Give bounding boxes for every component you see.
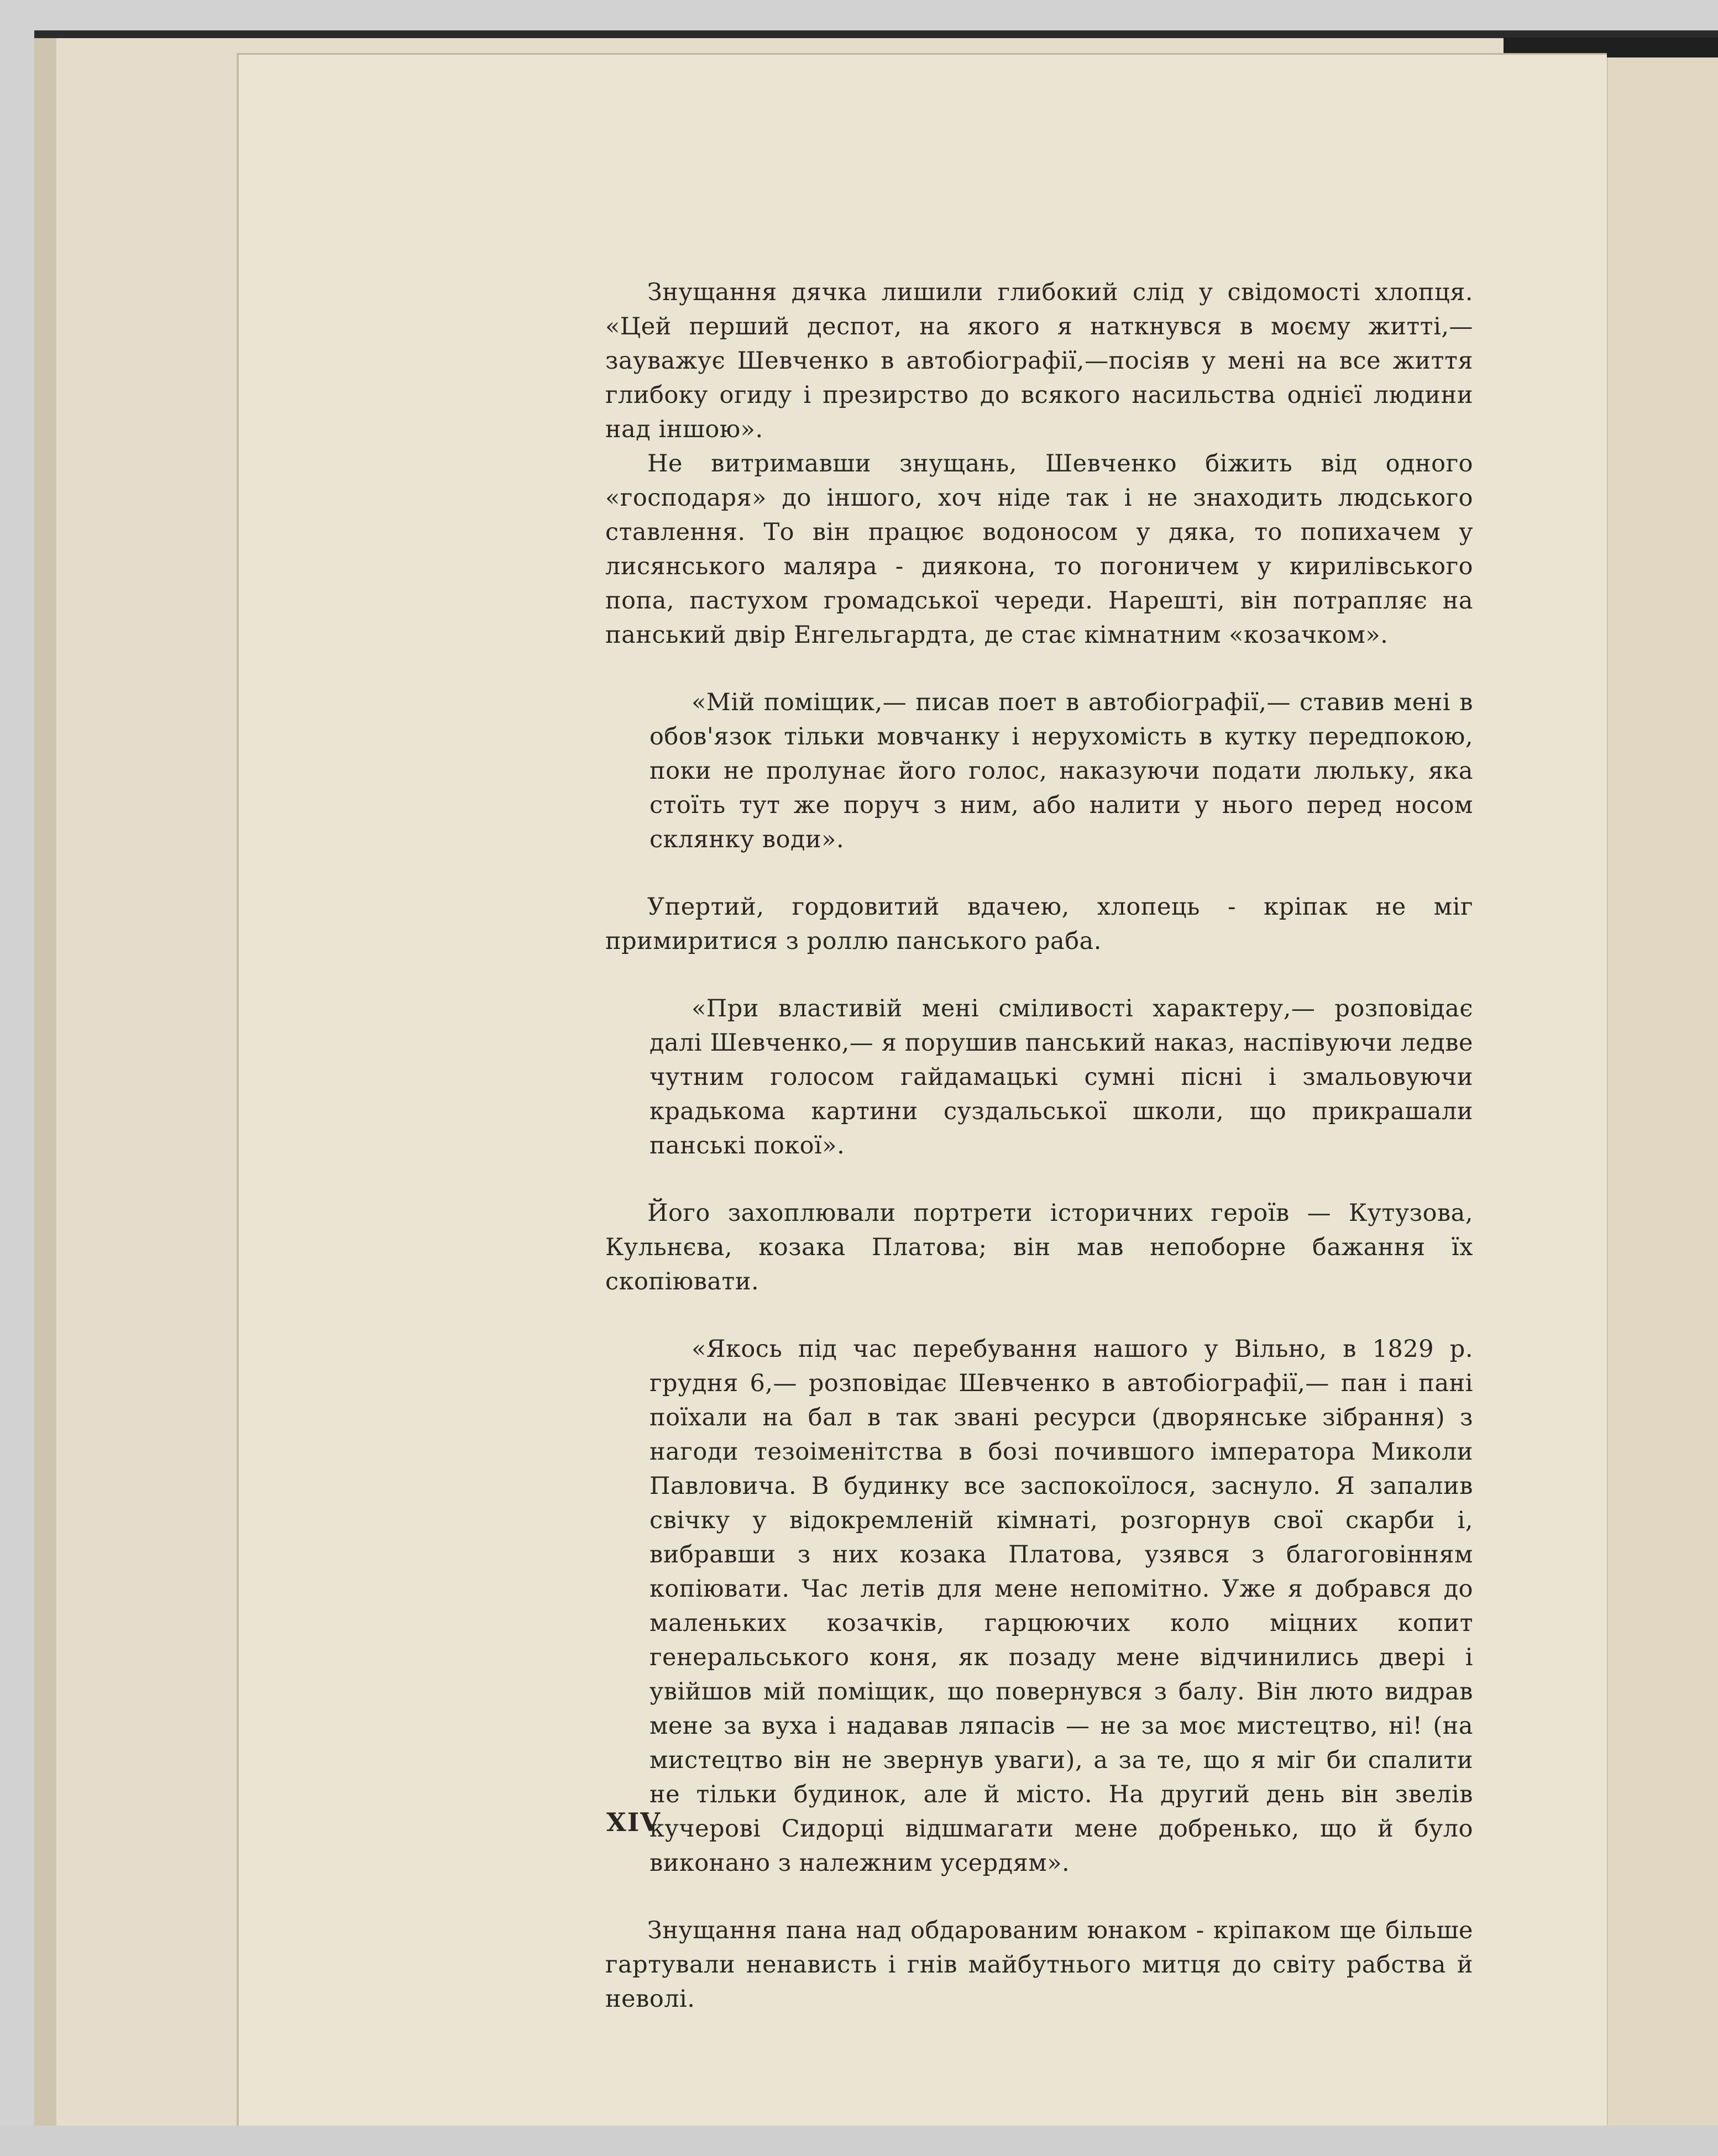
bottom-scan-band [0,2126,1718,2156]
paragraph-3: Упертий, гордовитий вдачею, хлопець - кріпак не міг примиритися з роллю панського раба. [605,893,1473,955]
paragraph-2: Не витримавши знущань, Шевченко біжить від одного «господаря» до іншого, хоч ніде так і не знаходить людського ставлення. То він працює водоносом у дяка, то попихачем у лисянського маляра - диякона, то погоничем у кирилівського попа, пастухом громадської череди. Нарешті, він потрапляє на панський двір Енгельгардта, де стає кімнатним «козачком». [605,450,1473,649]
right-page-edge [1606,38,1718,2126]
quote-2: «При властивій мені сміливості характеру,— розповідає далі Шевченко,— я порушив панський наказ, наспівуючи ледве чутним голосом гайдамацькі сумні пісні і змальовуючи крадькома картини суздальської школи, що прикрашали панські покої». [650,995,1473,1160]
top-dark-band [34,30,1718,38]
page-number: XIV [606,1807,661,1837]
left-margin-strip [34,38,56,2126]
page-text [605,275,1473,2016]
quote-3: «Якось під час перебування нашого у Вільно, в 1829 р. грудня 6,— розповідає Шевченко в автобіографії,— пан і пані поїхали на бал в так звані ресурси (дворянське зібрання) з нагоди тезоіменітства в бозі почившого імператора Миколи Павловича. В будинку все заспокоїлося, заснуло. Я запалив свічку у відокремленій кімнаті, розгорнув свої скарби і, вибравши з них козака Платова, узявся з благоговінням копіювати. Час летів для мене непомітно. Уже я добрався до маленьких козачків, гарцюючих коло міцних копит генеральського коня, як позаду мене відчинились двері і увійшов мій поміщик, що повернувся з балу. Він люто видрав мене за вуха і надавав ляпасів — не за моє мистецтво, ні! (на мистецтво він не звернув уваги), а за те, що я міг би спалити не тільки будинок, але й місто. На другий день він звелів кучерові Сидорці відшмагати мене добренько, що й було виконано з належним усердям». [650,1335,1473,1877]
quote-1: «Мій поміщик,— писав поет в автобіографії,— ставив мені в обов'язок тільки мовчанку і нерухомість в кутку передпокою, поки не пролунає його голос, наказуючи подати люльку, яка стоїть тут же поруч з ним, або налити у нього перед носом склянку води». [650,689,1473,853]
paragraph-1: Знущання дячка лишили глибокий слід у свідомості хлопця. «Цей перший деспот, на якого я наткнувся в моєму житті,— зауважує Шевченко в автобіографії,—посіяв у мені на все життя глибоку огиду і презирство до всякого насильства однієї людини над іншою». [605,279,1473,443]
paragraph-4: Його захоплювали портрети історичних героїв — Кутузова, Кульнєва, козака Платова; він мав непоборне бажання їх скопіювати. [605,1199,1473,1295]
paragraph-5: Знущання пана над обдарованим юнаком - кріпаком ще більше гартували ненависть і гнів майбутнього митця до світу рабства й неволі. [605,1917,1473,2013]
